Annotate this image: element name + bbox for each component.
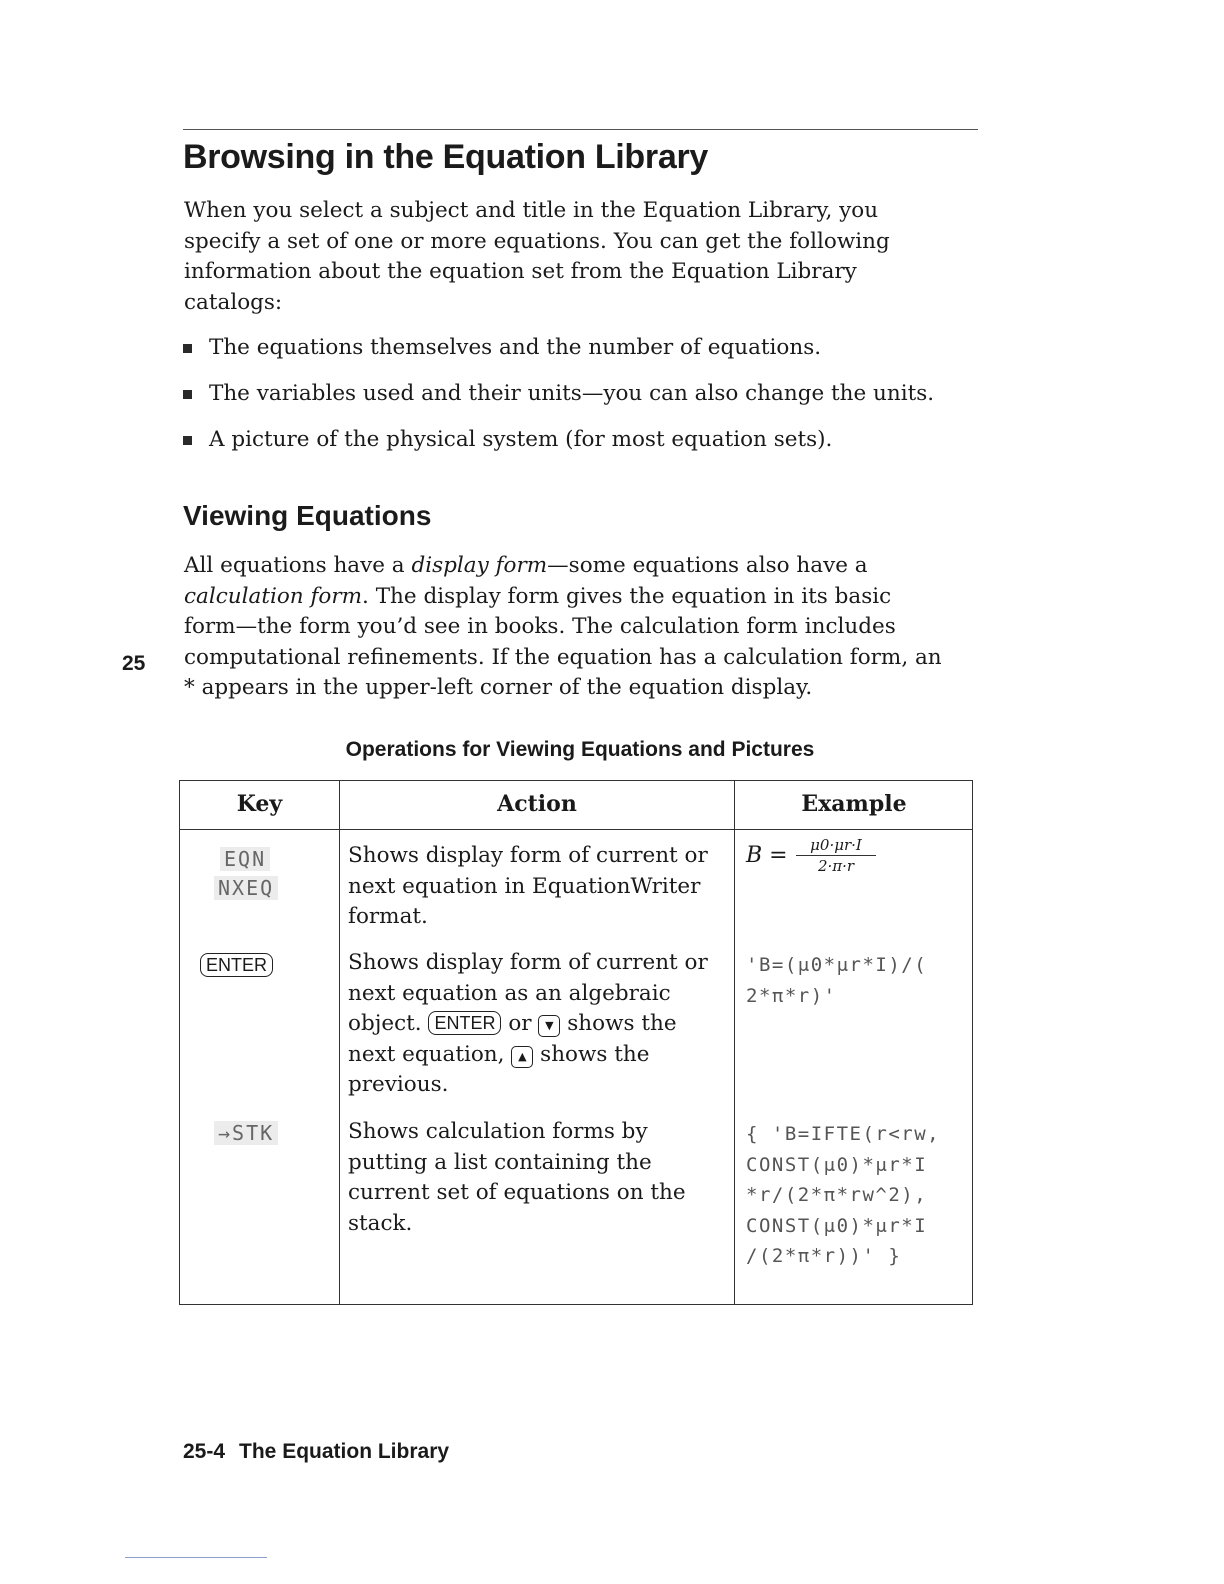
info-bullet-list (183, 333, 934, 471)
to-stack-softkey[interactable]: →STK (214, 1121, 278, 1145)
paragraph-line: calculation form. The display form gives the equation in its basic (184, 583, 892, 609)
enter-key[interactable]: ENTER (200, 953, 273, 977)
section-title: Browsing in the Equation Library (183, 138, 708, 176)
eqn-softkey[interactable]: EQN (220, 847, 270, 871)
formula-denominator: 2·π·r (817, 857, 855, 875)
row3-example-lcd: { 'B=IFTE(r<rw, CONST(μ0)*μr*I *r/(2*π*rw^2), CONST(μ0)*μr*I /(2*π*r))' } (746, 1123, 941, 1267)
down-arrow-key-icon[interactable]: ▼ (538, 1015, 560, 1037)
column-divider (734, 781, 735, 1304)
row2-action: Shows display form of current or next equation as an algebraic object. ENTER or ▼ shows the next equation, ▲ shows the previous. (348, 950, 708, 1097)
bullet-item: The variables used and their units—you can also change the units. (183, 379, 934, 425)
enter-key-inline[interactable]: ENTER (428, 1011, 501, 1035)
intro-line: When you select a subject and title in the Equation Library, you (184, 198, 879, 223)
intro-line: catalogs: (184, 289, 283, 315)
header-action: Action (497, 791, 577, 817)
bullet-item: The equations themselves and the number of equations. (183, 333, 934, 379)
row1-action: Shows display form of current or next equation in EquationWriter format. (348, 843, 708, 929)
intro-line: specify a set of one or more equations. You can get the following (184, 228, 890, 254)
row3-action: Shows calculation forms by putting a list containing the current set of equations on the stack. (348, 1119, 686, 1236)
table-header-rule (180, 829, 972, 830)
column-divider (339, 781, 340, 1304)
viewing-paragraph (184, 551, 942, 704)
chapter-title: The Equation Library (239, 1440, 450, 1463)
row2-example-lcd: 'B=(μ0*μr*I)/( 2*π*r)' (746, 954, 928, 1007)
bottom-decoration-line (125, 1557, 267, 1558)
up-arrow-key-icon[interactable]: ▲ (511, 1046, 533, 1068)
nxeq-softkey[interactable]: NXEQ (214, 876, 278, 900)
header-rule (183, 129, 978, 130)
table-caption: Operations for Viewing Equations and Pictures (345, 738, 815, 761)
page-number: 25-4 (183, 1440, 226, 1463)
chapter-tab: 25 (122, 652, 146, 675)
page-footer (183, 1440, 449, 1464)
formula-numerator: μ0·μr·I (796, 836, 876, 856)
paragraph-line: computational refinements. If the equation has a calculation form, an (184, 644, 942, 670)
header-example: Example (801, 791, 907, 817)
formula-lhs: B = (746, 843, 788, 868)
bullet-square-icon (183, 390, 192, 399)
paragraph-line: form—the form you’d see in books. The calculation form includes (184, 614, 896, 639)
header-key: Key (236, 791, 283, 817)
paragraph-line: * appears in the upper-left corner of the equation display. (184, 675, 813, 700)
intro-paragraph (184, 196, 890, 318)
operations-table (179, 780, 973, 1305)
bullet-item: A picture of the physical system (for most equation sets). (183, 425, 934, 471)
paragraph-line: All equations have a display form—some equations also have a (184, 553, 868, 578)
bullet-square-icon (183, 344, 192, 353)
subsection-title: Viewing Equations (183, 500, 432, 531)
bullet-square-icon (183, 436, 192, 445)
intro-line: information about the equation set from the Equation Library (184, 259, 857, 284)
